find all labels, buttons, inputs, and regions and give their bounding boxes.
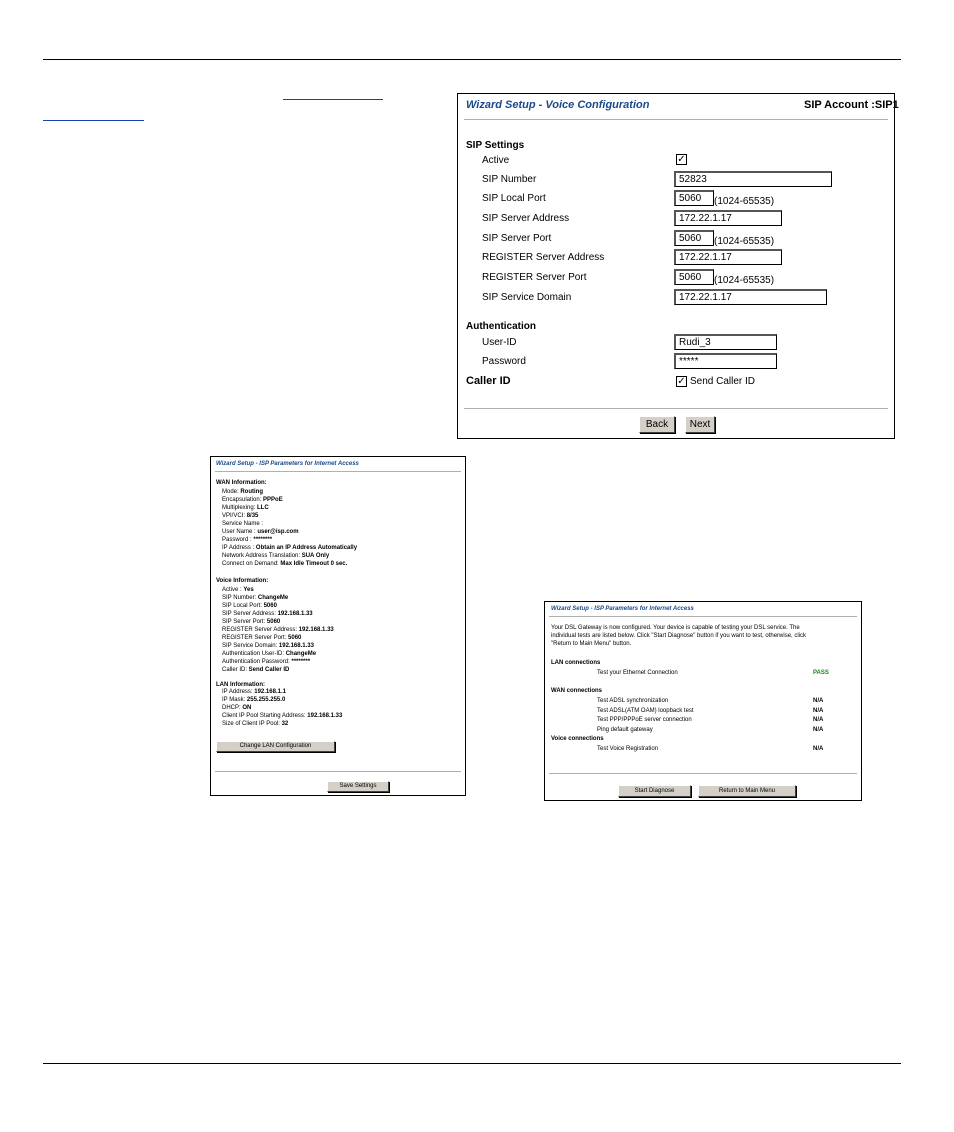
wan-info-row: [222, 537, 272, 543]
port-range-hint: (1024-65535): [714, 196, 775, 207]
info-value: Max Idle Timeout 0 sec.: [280, 561, 348, 567]
info-value: Send Caller ID: [248, 667, 290, 673]
register-server-port-input[interactable]: 5060: [674, 269, 714, 285]
start-diagnose-button[interactable]: Start Diagnose: [618, 785, 691, 797]
test-name: Test ADSL synchronization: [597, 698, 669, 704]
info-value: ChangeMe: [285, 651, 317, 657]
test-name: Test PPP/PPPoE server connection: [597, 717, 692, 723]
info-value: user@isp.com: [257, 529, 299, 535]
info-label: Encapsulation:: [222, 497, 264, 503]
info-label: Client IP Pool Starting Address:: [222, 713, 308, 719]
info-label: SIP Service Domain:: [222, 643, 279, 649]
info-label: Connect on Demand:: [222, 561, 281, 567]
active-label: Active: [482, 155, 510, 166]
info-label: SIP Server Port:: [222, 619, 267, 625]
info-value: 192.168.1.33: [307, 713, 343, 719]
active-checkbox[interactable]: ✓: [677, 154, 686, 165]
sip-server-port-label: SIP Server Port: [482, 233, 552, 244]
lan-info-row: [222, 713, 342, 719]
isp-parameters-panel: [210, 456, 466, 796]
info-label: Active :: [222, 587, 244, 593]
title-divider: [464, 119, 888, 120]
test-name: Ping default gateway: [597, 726, 653, 733]
voice-info-row: [222, 627, 334, 633]
footer-rule: [43, 1063, 901, 1064]
voice-heading: Voice Information:: [216, 578, 269, 584]
test-result: N/A: [813, 726, 824, 733]
info-value: LLC: [257, 505, 269, 511]
link-underline-2[interactable]: [43, 120, 144, 121]
footer-divider: [215, 771, 461, 772]
voice-info-row: [222, 619, 280, 625]
intro-text-line: Your DSL Gateway is now configured. Your device is capable of testing your DSL service. The: [551, 625, 800, 631]
info-label: IP Address:: [222, 689, 255, 695]
header-rule: [43, 59, 901, 60]
info-label: SIP Number:: [222, 595, 258, 601]
info-label: SIP Server Address:: [222, 611, 278, 617]
sip-local-port-label: SIP Local Port: [482, 193, 546, 204]
info-value: ********: [253, 537, 273, 543]
info-label: VPI/VCI:: [222, 513, 247, 519]
footer-divider: [549, 773, 857, 774]
info-value: 5060: [266, 619, 281, 625]
voice-info-row: [222, 595, 288, 601]
info-label: User Name :: [222, 529, 258, 535]
test-name: Test ADSL(ATM OAM) loopback test: [597, 707, 694, 714]
lan-info-row: [222, 705, 251, 711]
info-label: Authentication User-ID:: [222, 651, 286, 657]
test-result: N/A: [813, 717, 824, 723]
test-result: N/A: [813, 707, 824, 714]
info-value: SUA Only: [301, 553, 330, 559]
info-label: IP Address :: [222, 545, 256, 551]
info-value: 192.168.1.33: [278, 643, 314, 649]
info-value: 192.168.1.33: [277, 611, 313, 617]
info-label: REGISTER Server Port:: [222, 635, 289, 641]
voice-info-row: [222, 611, 313, 617]
wan-info-row: [222, 521, 263, 527]
voice-configuration-panel: [457, 93, 899, 439]
register-server-address-label: REGISTER Server Address: [482, 252, 605, 263]
wan-info-row: [222, 545, 357, 551]
port-range-hint: (1024-65535): [714, 236, 775, 247]
sip-settings-heading: SIP Settings: [466, 140, 525, 151]
voice-info-row: [222, 635, 301, 641]
user-id-label: User-ID: [482, 337, 517, 348]
wan-info-row: [222, 513, 258, 519]
sip-server-address-input[interactable]: 172.22.1.17: [674, 210, 782, 226]
info-value: Yes: [243, 587, 254, 593]
info-value: 192.168.1.33: [298, 627, 334, 633]
register-server-address-input[interactable]: 172.22.1.17: [674, 249, 782, 265]
test-result: PASS: [813, 670, 829, 676]
info-value: ChangeMe: [257, 595, 289, 601]
send-caller-id-checkbox[interactable]: ✓: [677, 376, 686, 387]
info-label: DHCP:: [222, 705, 243, 711]
password-label: Password: [482, 356, 526, 367]
send-caller-id-label: Send Caller ID: [690, 376, 756, 387]
back-button[interactable]: Back: [639, 416, 675, 433]
info-label: Password :: [222, 537, 254, 543]
sip-service-domain-input[interactable]: 172.22.1.17: [674, 289, 827, 305]
info-label: Service Name :: [222, 521, 264, 527]
voice-info-row: [222, 651, 316, 657]
info-value: 192.168.1.1: [254, 689, 286, 695]
link-underline-1[interactable]: [283, 99, 383, 100]
lan-heading: LAN Information:: [216, 682, 265, 688]
info-label: Mode:: [222, 489, 241, 495]
wan-connections-heading: WAN connections: [551, 688, 603, 694]
info-label: Caller ID:: [222, 667, 249, 673]
info-label: Multiplexing:: [222, 505, 258, 511]
lan-info-row: [222, 721, 288, 727]
info-value: ********: [291, 659, 311, 665]
footer-divider: [464, 408, 888, 409]
voice-info-row: [222, 667, 289, 673]
next-button[interactable]: Next: [685, 416, 715, 433]
info-label: Authentication Password:: [222, 659, 292, 665]
info-value: 255.255.255.0: [246, 697, 286, 703]
password-input[interactable]: *****: [674, 353, 777, 369]
voice-info-row: [222, 643, 314, 649]
info-label: Size of Client IP Pool:: [222, 721, 282, 727]
sip-server-address-label: SIP Server Address: [482, 213, 570, 224]
sip-number-input[interactable]: 52823: [674, 171, 832, 187]
test-result: N/A: [813, 698, 824, 704]
title-divider: [215, 471, 461, 472]
info-value: 5060: [288, 635, 302, 641]
wan-heading: WAN Information:: [216, 480, 267, 486]
info-value: 32: [281, 721, 289, 727]
info-label: REGISTER Server Address:: [222, 627, 299, 633]
sip-account-label: SIP Account :SIP1: [804, 99, 899, 111]
info-value: Obtain an IP Address Automatically: [255, 545, 358, 551]
change-lan-configuration-button[interactable]: Change LAN Configuration: [216, 741, 335, 752]
intro-text-line: "Return to Main Menu" button.: [551, 641, 632, 647]
wan-info-row: [222, 553, 329, 559]
lan-info-row: [222, 697, 285, 703]
authentication-heading: Authentication: [466, 321, 536, 332]
port-range-hint: (1024-65535): [714, 275, 775, 286]
info-value: 8/35: [246, 513, 259, 519]
test-name: Test your Ethernet Connection: [597, 670, 678, 676]
caller-id-heading: Caller ID: [466, 375, 511, 387]
info-label: IP Mask:: [222, 697, 247, 703]
register-server-port-label: REGISTER Server Port: [482, 272, 587, 283]
voice-info-row: [222, 659, 310, 665]
panel-title: Wizard Setup - ISP Parameters for Internet Access: [216, 461, 359, 467]
voice-info-row: [222, 603, 277, 609]
title-divider: [549, 616, 857, 617]
save-settings-button[interactable]: Save Settings: [327, 781, 389, 792]
sip-server-port-input[interactable]: 5060: [674, 230, 714, 246]
sip-local-port-input[interactable]: 5060: [674, 190, 714, 206]
voice-info-row: [222, 587, 254, 593]
test-name: Test Voice Registration: [597, 746, 659, 752]
info-label: Network Address Translation:: [222, 553, 302, 559]
info-value: ON: [242, 705, 252, 711]
sip-number-label: SIP Number: [482, 174, 537, 185]
info-label: SIP Local Port:: [222, 603, 264, 609]
return-to-main-menu-button[interactable]: Return to Main Menu: [698, 785, 796, 797]
test-result: N/A: [813, 746, 824, 752]
panel-title: Wizard Setup - ISP Parameters for Internet Access: [551, 606, 694, 612]
info-value: Routing: [240, 489, 264, 495]
lan-info-row: [222, 689, 286, 695]
wan-info-row: [222, 561, 347, 567]
intro-text-line: individual tests are listed below. Click "Start Diagnose" button if you want to test, otherwise, click: [551, 633, 807, 639]
user-id-input[interactable]: Rudi_3: [674, 334, 777, 350]
panel-title: Wizard Setup - Voice Configuration: [466, 99, 650, 111]
diagnose-panel: [544, 601, 862, 801]
info-value: PPPoE: [263, 497, 283, 503]
info-value: 5060: [263, 603, 277, 609]
sip-service-domain-label: SIP Service Domain: [482, 292, 572, 303]
wan-info-row: [222, 505, 269, 511]
voice-connections-heading: Voice connections: [551, 736, 604, 742]
wan-info-row: [222, 497, 283, 503]
lan-connections-heading: LAN connections: [551, 660, 601, 666]
wan-info-row: [222, 489, 263, 495]
wan-info-row: [222, 529, 299, 535]
